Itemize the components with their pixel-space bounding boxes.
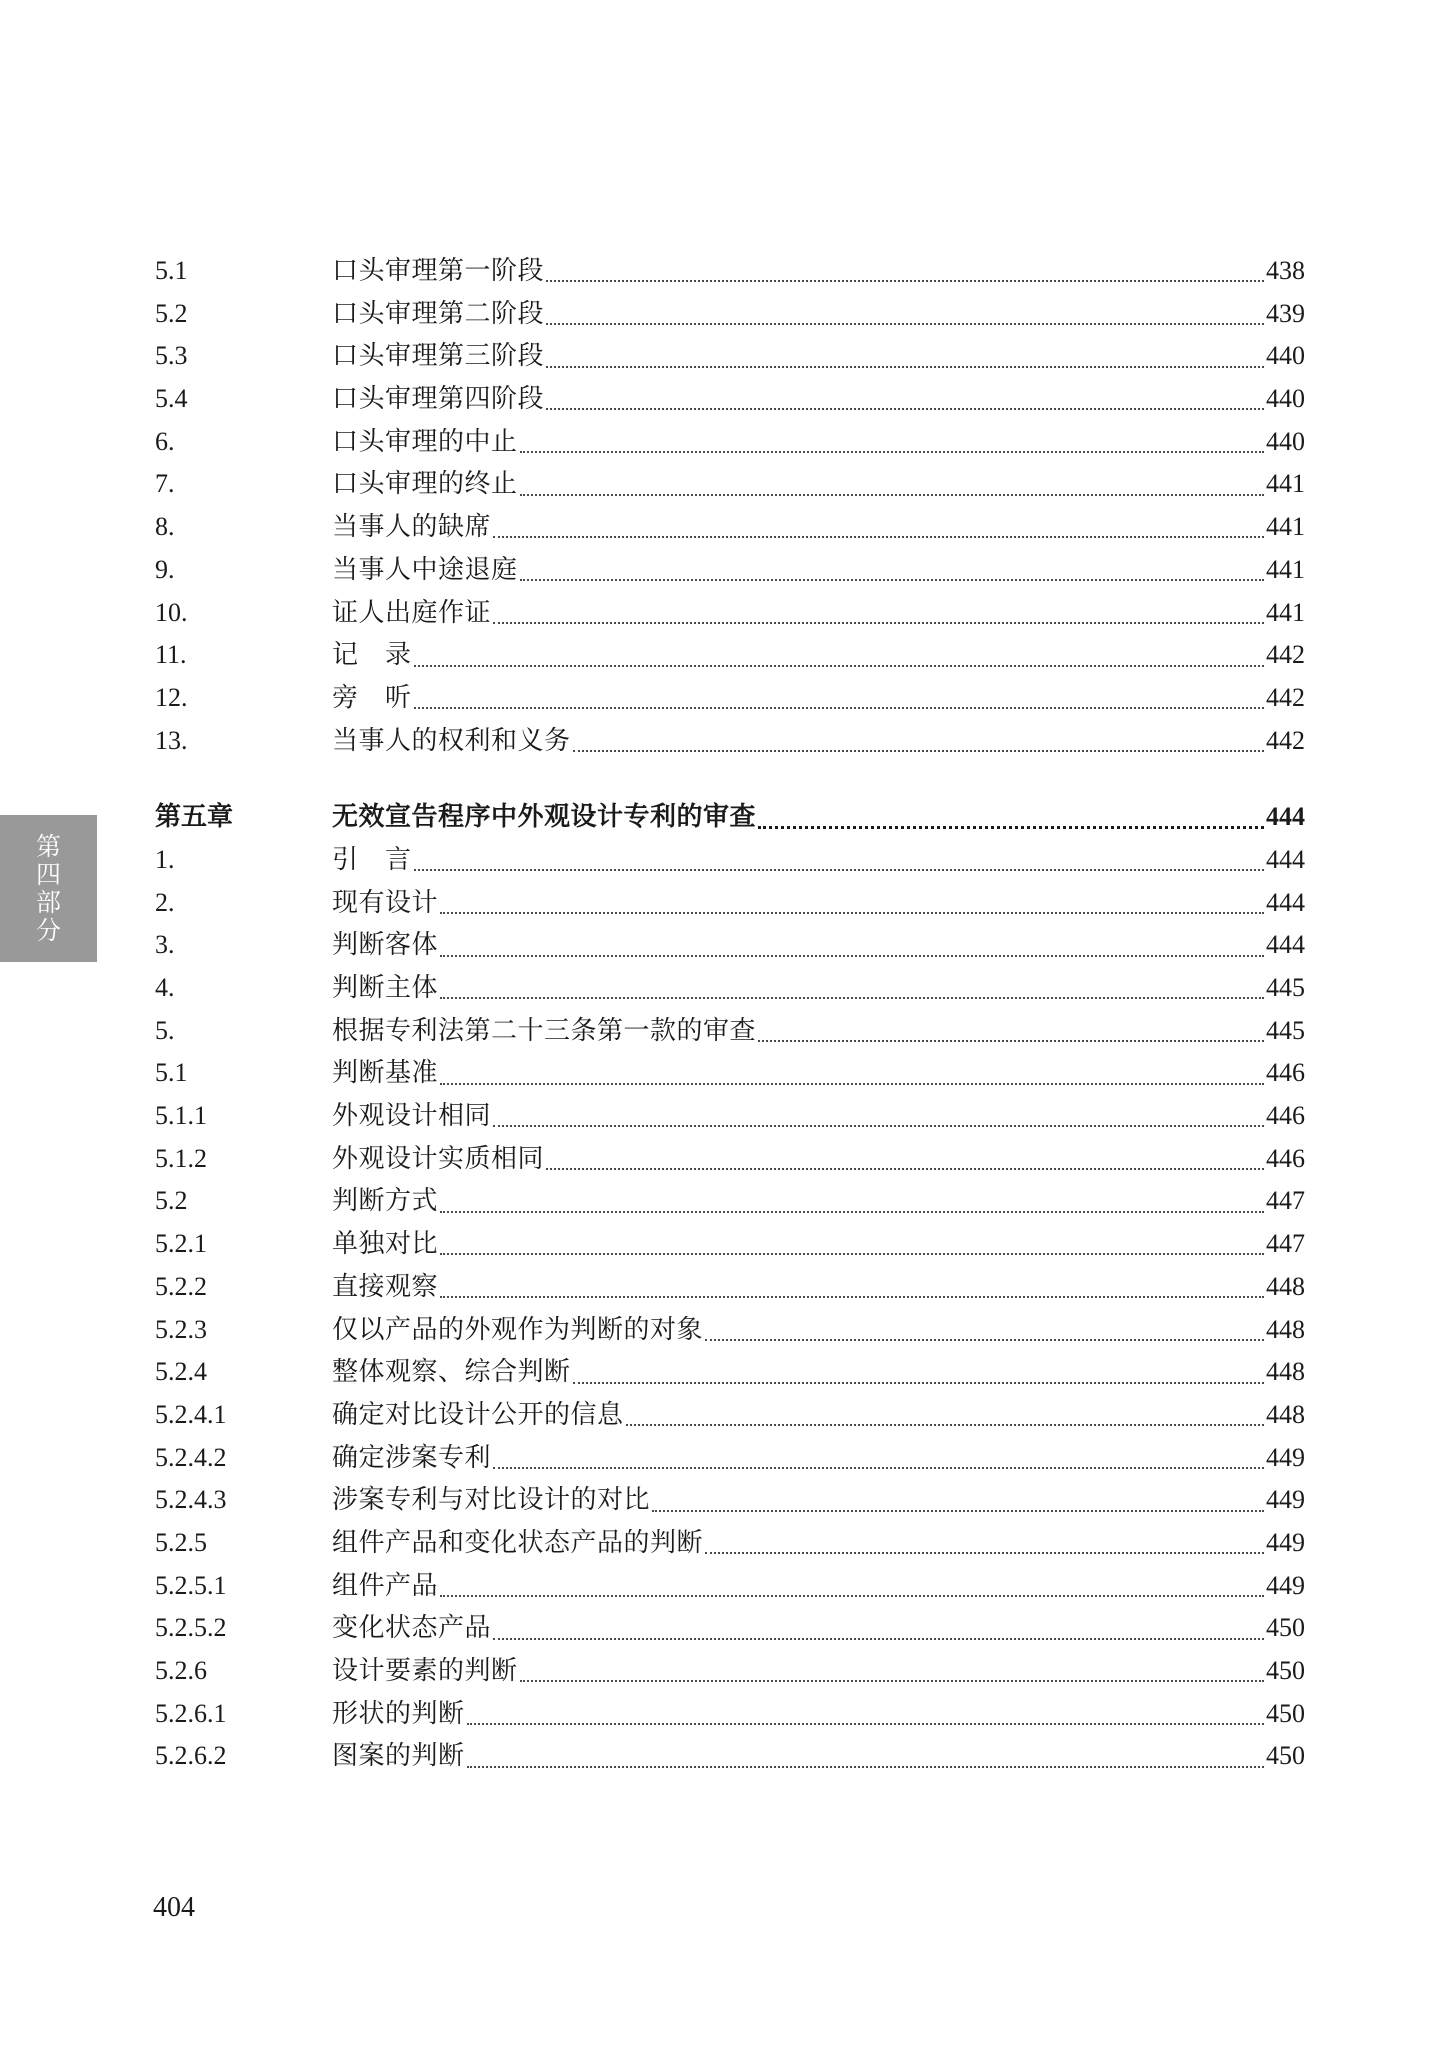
toc-entry-page: 444 xyxy=(1266,844,1305,874)
toc-entry-number: 5.2 xyxy=(155,298,188,328)
toc-entry-title: 根据专利法第二十三条第一款的审查 xyxy=(332,1015,757,1046)
toc-entry-number: 5.2.1 xyxy=(155,1229,207,1259)
toc-entry-page: 442 xyxy=(1266,682,1305,712)
toc-entry[interactable] xyxy=(155,1309,1305,1352)
dot-leader xyxy=(520,579,1264,581)
toc-entry-title: 设计要素的判断 xyxy=(332,1656,518,1686)
toc-entry-title: 判断客体 xyxy=(332,930,439,961)
toc-entry[interactable] xyxy=(155,1693,1305,1736)
toc-entry-title: 图案的判断 xyxy=(332,1741,465,1772)
toc-entry-page: 442 xyxy=(1266,640,1305,670)
toc-entry-title: 整体观察、综合判断 xyxy=(332,1357,571,1388)
toc-entry-number: 4. xyxy=(155,973,175,1002)
toc-entry[interactable] xyxy=(155,421,1305,464)
dot-leader xyxy=(546,408,1264,410)
toc-entry[interactable] xyxy=(155,1266,1305,1309)
toc-entry-number: 7. xyxy=(155,469,175,499)
dot-leader xyxy=(440,1595,1264,1597)
toc-entry-number: 第五章 xyxy=(155,802,234,833)
toc-entry[interactable] xyxy=(155,592,1305,635)
toc-entry-page: 445 xyxy=(1266,1015,1305,1045)
toc-entry-title: 当事人中途退庭 xyxy=(332,554,518,585)
toc-entry-page: 447 xyxy=(1266,1186,1305,1216)
part-four-side-tab xyxy=(0,815,97,962)
toc-entry-title: 组件产品和变化状态产品的判断 xyxy=(332,1527,704,1558)
toc-entry-page: 441 xyxy=(1266,469,1305,499)
toc-entry-page: 440 xyxy=(1266,426,1305,456)
toc-entry-number: 8. xyxy=(155,512,175,542)
toc-entry-number: 5.1.1 xyxy=(155,1101,207,1131)
toc-entry-title: 当事人的缺席 xyxy=(332,512,492,543)
toc-entry[interactable] xyxy=(155,1010,1305,1053)
side-tab-char: 第 xyxy=(35,831,61,861)
side-tab-char: 部 xyxy=(35,887,61,917)
toc-entry-page: 441 xyxy=(1266,597,1305,627)
toc-entry-title: 仅以产品的外观作为判断的对象 xyxy=(332,1314,704,1345)
toc-entry-page: 446 xyxy=(1266,1101,1305,1131)
toc-entry-number: 5.2.2 xyxy=(155,1271,207,1301)
toc-entry-page: 441 xyxy=(1266,512,1305,542)
dot-leader xyxy=(546,366,1264,368)
dot-leader xyxy=(705,1552,1264,1554)
dot-leader xyxy=(440,1296,1264,1298)
toc-entry-page: 442 xyxy=(1266,725,1305,755)
toc-entry[interactable] xyxy=(155,1607,1305,1650)
toc-entry-number: 2. xyxy=(155,887,175,917)
dot-leader xyxy=(626,1424,1264,1426)
dot-leader xyxy=(414,665,1264,667)
toc-entry-title: 单独对比 xyxy=(332,1229,439,1260)
toc-entry[interactable] xyxy=(155,1138,1305,1181)
toc-entry-number: 5.2.3 xyxy=(155,1314,207,1344)
dot-leader xyxy=(467,1723,1264,1725)
toc-entry-page: 450 xyxy=(1266,1613,1305,1643)
toc-entry[interactable] xyxy=(155,1522,1305,1565)
toc-entry[interactable] xyxy=(155,1479,1305,1522)
toc-entry-number: 5.2.4.1 xyxy=(155,1399,227,1429)
toc-entry[interactable] xyxy=(155,1052,1305,1095)
toc-entry[interactable] xyxy=(155,378,1305,421)
toc-entry-title: 现有设计 xyxy=(332,887,439,918)
toc-entry-number: 5.1.2 xyxy=(155,1143,207,1173)
toc-entry[interactable] xyxy=(155,1095,1305,1138)
toc-entry[interactable] xyxy=(155,1394,1305,1437)
toc-entry-number: 1. xyxy=(155,844,175,874)
dot-leader xyxy=(440,997,1264,999)
toc-entry[interactable] xyxy=(155,463,1305,506)
toc-entry[interactable] xyxy=(155,1351,1305,1394)
toc-entry-title: 证人出庭作证 xyxy=(332,597,492,628)
toc-entry-title: 记 录 xyxy=(332,640,412,671)
toc-entry-number: 9. xyxy=(155,554,175,584)
dot-leader xyxy=(493,536,1264,538)
toc-entry-title: 变化状态产品 xyxy=(332,1613,492,1644)
toc-entry-title: 当事人的权利和义务 xyxy=(332,725,571,756)
toc-entry-number: 5.2.6.2 xyxy=(155,1741,227,1771)
toc-entry-title: 口头审理的终止 xyxy=(332,469,518,500)
toc-entry-number: 5.4 xyxy=(155,384,188,414)
toc-entry[interactable] xyxy=(155,1180,1305,1223)
page-number: 404 xyxy=(153,1892,195,1923)
toc-entry-number: 11. xyxy=(155,640,187,670)
toc-entry-title: 引 言 xyxy=(332,844,412,875)
toc-entry[interactable] xyxy=(155,634,1305,677)
dot-leader xyxy=(493,622,1264,624)
toc-entry-title: 直接观察 xyxy=(332,1271,439,1302)
toc-entry-title: 判断主体 xyxy=(332,973,439,1003)
toc-entry-title: 判断方式 xyxy=(332,1186,439,1217)
toc-entry[interactable] xyxy=(155,1735,1305,1778)
dot-leader xyxy=(440,955,1264,957)
toc-entry-title: 口头审理第一阶段 xyxy=(332,256,545,286)
toc-entry[interactable] xyxy=(155,677,1305,720)
toc-entry[interactable] xyxy=(155,1223,1305,1266)
toc-entry[interactable] xyxy=(155,882,1305,925)
toc-entry-title: 确定涉案专利 xyxy=(332,1442,492,1473)
toc-entry-page: 445 xyxy=(1266,973,1305,1002)
dot-leader xyxy=(440,1253,1264,1255)
toc-entry-number: 5.2.4.2 xyxy=(155,1442,227,1472)
dot-leader xyxy=(758,1040,1264,1042)
dot-leader xyxy=(573,750,1264,752)
toc-entry-title: 口头审理第三阶段 xyxy=(332,341,545,372)
toc-entry-page: 448 xyxy=(1266,1271,1305,1301)
toc-entry-number: 5.2.4.3 xyxy=(155,1485,227,1515)
toc-entry-page: 447 xyxy=(1266,1229,1305,1259)
toc-entry[interactable] xyxy=(155,720,1305,763)
toc-entry-title: 口头审理的中止 xyxy=(332,426,518,457)
dot-leader xyxy=(493,1638,1264,1640)
toc-entry-title: 外观设计实质相同 xyxy=(332,1143,545,1174)
dot-leader xyxy=(573,1382,1264,1384)
toc-entry-page: 444 xyxy=(1266,887,1305,917)
toc-entry-number: 5. xyxy=(155,1015,175,1045)
dot-leader xyxy=(546,1168,1264,1170)
dot-leader xyxy=(546,280,1264,282)
side-tab-char: 四 xyxy=(35,859,61,889)
toc-chapter-entry[interactable] xyxy=(155,796,1305,839)
toc-entry-page: 446 xyxy=(1266,1143,1305,1173)
toc-entry-number: 5.1 xyxy=(155,256,188,285)
toc-entry-number: 5.2.6.1 xyxy=(155,1698,227,1728)
toc-entry-page: 449 xyxy=(1266,1442,1305,1472)
toc-entry-number: 5.2.6 xyxy=(155,1656,207,1685)
toc-entry-number: 5.2.5.1 xyxy=(155,1570,227,1600)
toc-entry[interactable] xyxy=(155,1565,1305,1608)
toc-entry-number: 5.2 xyxy=(155,1186,188,1216)
toc-entry-page: 450 xyxy=(1266,1656,1305,1685)
toc-entry[interactable] xyxy=(155,967,1305,1010)
toc-entry-number: 5.1 xyxy=(155,1058,188,1088)
dot-leader xyxy=(440,912,1264,914)
toc-entry-page: 439 xyxy=(1266,298,1305,328)
toc-entry-page: 450 xyxy=(1266,1741,1305,1771)
toc-entry[interactable] xyxy=(155,293,1305,336)
dot-leader xyxy=(705,1339,1264,1341)
toc-entry-page: 449 xyxy=(1266,1570,1305,1600)
toc-entry-title: 旁 听 xyxy=(332,682,412,713)
toc-entry-page: 449 xyxy=(1266,1527,1305,1557)
dot-leader xyxy=(520,494,1264,496)
toc-entry-page: 440 xyxy=(1266,384,1305,414)
dot-leader xyxy=(493,1467,1264,1469)
toc-entry[interactable] xyxy=(155,1437,1305,1480)
toc-entry-title: 形状的判断 xyxy=(332,1698,465,1729)
dot-leader xyxy=(440,1083,1264,1085)
toc-entry-title: 外观设计相同 xyxy=(332,1101,492,1132)
dot-leader xyxy=(652,1510,1264,1512)
toc-entry-title: 口头审理第二阶段 xyxy=(332,298,545,329)
dot-leader xyxy=(546,323,1264,325)
side-tab-char: 分 xyxy=(35,915,61,945)
toc-entry-page: 448 xyxy=(1266,1314,1305,1344)
toc-entry-number: 5.3 xyxy=(155,341,188,371)
toc-entry-number: 5.2.4 xyxy=(155,1357,207,1387)
toc-entry-number: 13. xyxy=(155,725,188,755)
toc-entry[interactable] xyxy=(155,506,1305,549)
toc-entry-page: 449 xyxy=(1266,1485,1305,1515)
dot-leader xyxy=(520,451,1264,453)
toc-entry[interactable] xyxy=(155,335,1305,378)
toc-entry[interactable] xyxy=(155,924,1305,967)
toc-entry-number: 10. xyxy=(155,597,188,627)
toc-entry-number: 12. xyxy=(155,682,188,712)
toc-entry[interactable] xyxy=(155,839,1305,882)
toc-entry-number: 5.2.5 xyxy=(155,1527,207,1557)
toc-entry-title: 组件产品 xyxy=(332,1570,439,1601)
toc-entry-title: 涉案专利与对比设计的对比 xyxy=(332,1485,651,1516)
table-of-contents xyxy=(155,250,1305,1778)
toc-entry-page: 448 xyxy=(1266,1357,1305,1387)
toc-entry-page: 440 xyxy=(1266,341,1305,371)
dot-leader xyxy=(467,1766,1264,1768)
dot-leader xyxy=(758,826,1264,829)
toc-entry-title: 无效宣告程序中外观设计专利的审查 xyxy=(332,802,757,833)
toc-entry-page: 450 xyxy=(1266,1698,1305,1728)
toc-entry-number: 3. xyxy=(155,930,175,960)
dot-leader xyxy=(414,707,1264,709)
toc-entry-number: 5.2.5.2 xyxy=(155,1613,227,1643)
toc-entry-page: 441 xyxy=(1266,554,1305,584)
dot-leader xyxy=(493,1125,1264,1127)
toc-entry-title: 口头审理第四阶段 xyxy=(332,384,545,415)
toc-entry-number: 6. xyxy=(155,426,175,456)
dot-leader xyxy=(440,1211,1264,1213)
toc-entry-page: 444 xyxy=(1266,802,1305,832)
dot-leader xyxy=(520,1680,1264,1682)
toc-entry-page: 444 xyxy=(1266,930,1305,960)
toc-entry-page: 446 xyxy=(1266,1058,1305,1088)
toc-entry[interactable] xyxy=(155,549,1305,592)
toc-entry[interactable] xyxy=(155,250,1305,293)
toc-entry-title: 判断基准 xyxy=(332,1058,439,1089)
toc-entry-title: 确定对比设计公开的信息 xyxy=(332,1399,624,1430)
toc-entry[interactable] xyxy=(155,1650,1305,1693)
toc-entry-page: 438 xyxy=(1266,256,1305,285)
dot-leader xyxy=(414,869,1264,871)
toc-entry-page: 448 xyxy=(1266,1399,1305,1429)
